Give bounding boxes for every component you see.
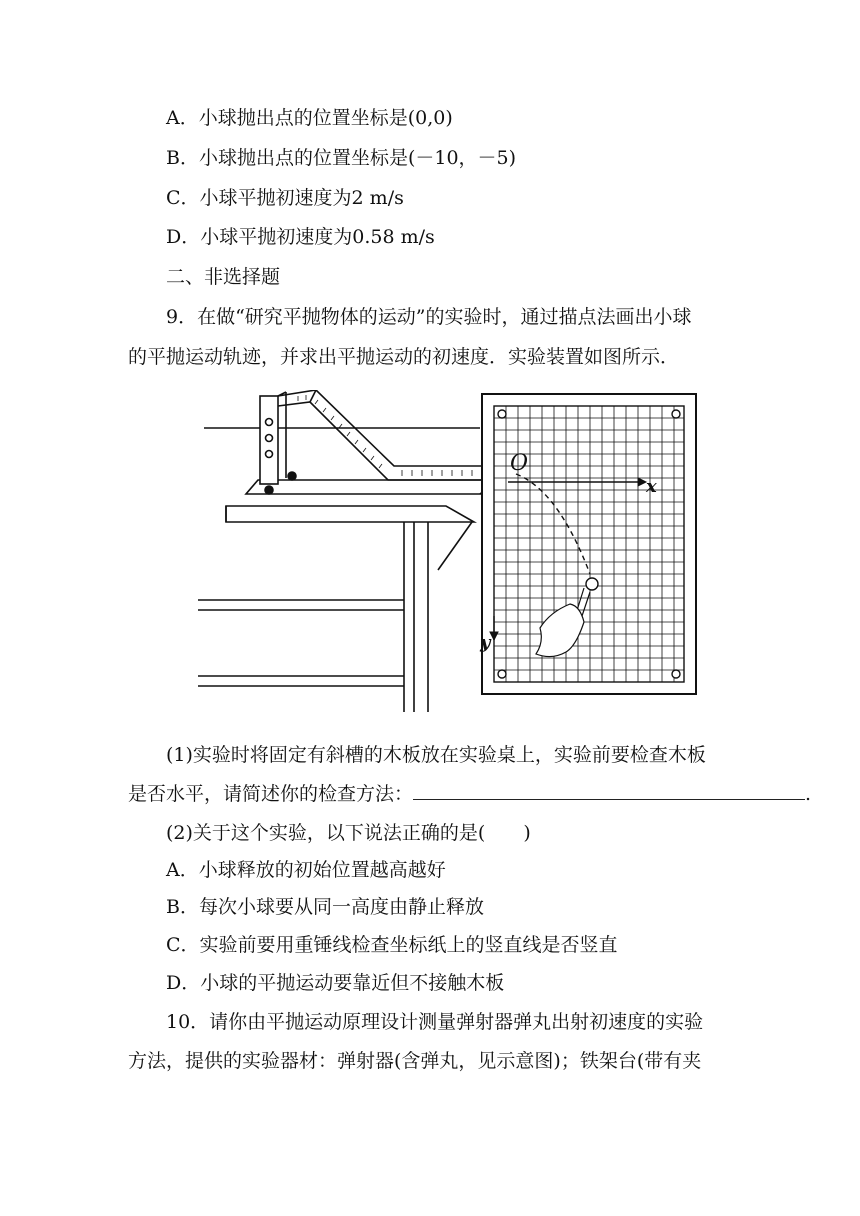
option-letter: A． [166,859,199,881]
q9-part2-option-a [166,858,446,882]
option-text: 小球的平抛运动要靠近但不接触木板 [200,972,505,994]
option-letter: D． [166,226,201,248]
q9-stem-line1: 9．在做“研究平抛物体的运动”的实验时，通过描点法画出小球 [166,306,692,328]
q9-part2-stem: (2)关于这个实验，以下说法正确的是( ) [166,822,531,844]
option-letter: A． [166,107,199,129]
option-c [166,186,404,210]
option-text: 每次小球要从同一高度由静止释放 [198,896,484,918]
option-letter: D． [166,972,201,994]
grid-board [482,394,696,694]
option-text: 实验前要用重锤线检查坐标纸上的竖直线是否竖直 [199,934,618,956]
option-d [166,225,435,249]
q9-part1-prompt: 是否水平，请简述你的检查方法： [128,783,414,805]
origin-label: O [510,451,529,476]
q10-line1: 10．请你由平抛运动原理设计测量弹射器弹丸出射初速度的实验 [166,1011,704,1033]
option-letter: C． [166,187,200,209]
q9-part1-line2 [128,781,811,806]
answer-blank[interactable] [413,781,805,800]
screw [265,486,273,494]
table-top [226,506,474,522]
q9-part1-end: . [805,783,812,805]
option-text: 小球平抛初速度为2 m/s [199,187,404,209]
q10-line2: 方法，提供的实验器材：弹射器(含弹丸，见示意图)；铁架台(带有夹 [128,1050,702,1072]
section-heading: 二、非选择题 [166,266,281,288]
option-text: 小球抛出点的位置坐标是(－10，－5) [198,147,517,169]
y-axis-label: y [480,632,491,653]
q9-part1-line1: (1)实验时将固定有斜槽的木板放在实验桌上，实验前要检查木板 [166,744,706,766]
option-letter: C． [166,934,200,956]
q9-part2-option-d [166,971,504,995]
q9-stem-line2: 的平抛运动轨迹，并求出平抛运动的初速度．实验装置如图所示． [128,346,680,368]
chute-ticks [298,395,492,476]
base-board [246,480,498,494]
q9-part2-option-b [166,895,484,919]
option-letter: B． [166,147,199,169]
option-text: 小球抛出点的位置坐标是(0,0) [198,107,453,129]
option-text: 小球平抛初速度为0.58 m/s [200,226,435,248]
option-b [166,146,516,170]
post [260,396,278,484]
experiment-apparatus-figure [198,390,698,712]
option-letter: B． [166,896,199,918]
q9-part2-option-c [166,933,618,957]
option-text: 小球释放的初始位置越高越好 [198,859,446,881]
ball-icon [586,578,598,590]
option-a [166,106,453,130]
x-axis-label: x [646,476,657,497]
